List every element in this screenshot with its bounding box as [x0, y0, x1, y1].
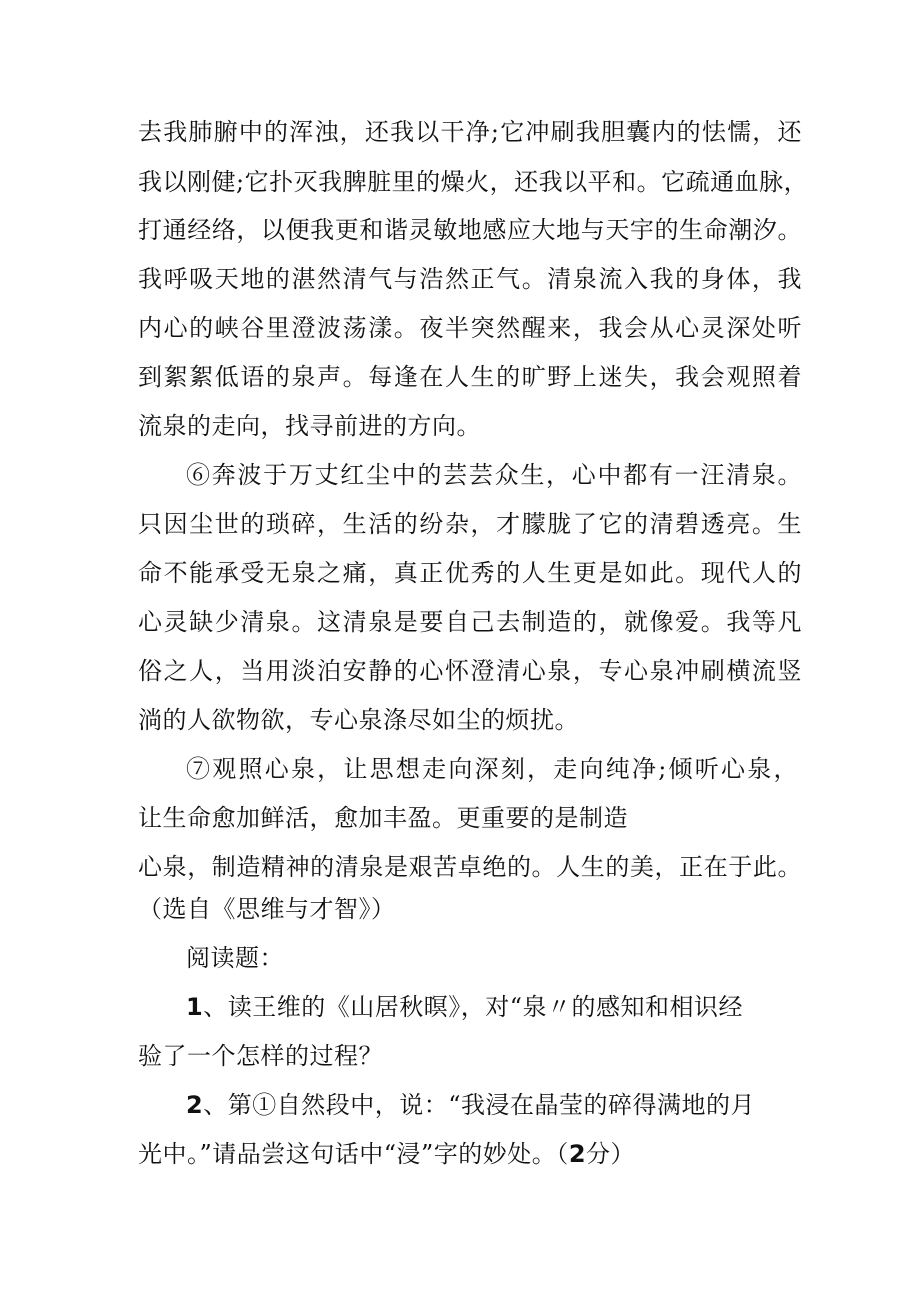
paragraph-line: 淌的人欲物欲，专心泉涤尽如尘的烦扰。 — [138, 706, 579, 734]
paragraph-line: 命不能承受无泉之痛，真正优秀的人生更是如此。现代人的 — [138, 559, 802, 587]
paragraph-line: 去我肺腑中的浑浊，还我以干净;它冲刷我胆囊内的怯懦，还 — [138, 118, 802, 146]
paragraph-line: 到絮絮低语的泉声。每逢在人生的旷野上迷失，我会观照着 — [138, 363, 802, 391]
paragraph-line: 心灵缺少清泉。这清泉是要自己去制造的，就像爱。我等凡 — [138, 608, 802, 636]
paragraph-line: 心泉，制造精神的清泉是艰苦卓绝的。人生的美，正在于此。 — [138, 853, 802, 881]
paragraph-line: 让生命愈加鲜活，愈加丰盈。更重要的是制造 — [138, 804, 628, 832]
question-1-line-1 — [186, 992, 786, 1022]
reading-heading: 阅读题： — [186, 944, 284, 972]
question-1-line-2: 验了一个怎样的过程？ — [138, 1042, 383, 1070]
paragraph-line: 流泉的走向，找寻前进的方向。 — [138, 412, 481, 440]
question-number: 2 — [186, 1091, 204, 1119]
paragraph-line: ⑦观照心泉，让思想走向深刻，走向纯净;倾听心泉， — [186, 755, 798, 783]
score-number: 2 — [568, 1140, 587, 1168]
source-citation: （选自《思维与才智》） — [138, 895, 396, 923]
paragraph-line: 我呼吸天地的湛然清气与浩然正气。清泉流入我的身体，我 — [138, 265, 802, 293]
paragraph-line: 内心的峡谷里澄波荡漾。夜半突然醒来，我会从心灵深处听 — [138, 314, 802, 342]
score-unit: 分） — [586, 1140, 636, 1168]
paragraph-line: 只因尘世的琐碎，生活的纷杂，才朦胧了它的清碧透亮。生 — [138, 510, 802, 538]
paragraph-line: 打通经络，以便我更和谐灵敏地感应大地与天宇的生命潮汐。 — [138, 216, 802, 244]
question-text: 、读王维的《山居秋暝》，对“泉〃的感知和相识经 — [203, 993, 743, 1021]
question-text: 、第①自然段中，说：“我浸在晶莹的碎得满地的月 — [203, 1091, 755, 1119]
question-2-line-2 — [138, 1139, 635, 1169]
paragraph-line: 俗之人，当用淡泊安静的心怀澄清心泉，专心泉冲刷横流竖 — [138, 657, 802, 685]
question-number: 1 — [186, 993, 204, 1021]
paragraph-line: ⑥奔波于万丈红尘中的芸芸众生，心中都有一汪清泉。 — [186, 461, 802, 489]
paragraph-line: 我以刚健;它扑灭我脾脏里的燥火，还我以平和。它疏通血脉， — [138, 168, 809, 196]
question-2-line-1 — [186, 1090, 786, 1120]
question-text: 光中。”请品尝这句话中“浸”字的妙处。（ — [138, 1140, 569, 1168]
